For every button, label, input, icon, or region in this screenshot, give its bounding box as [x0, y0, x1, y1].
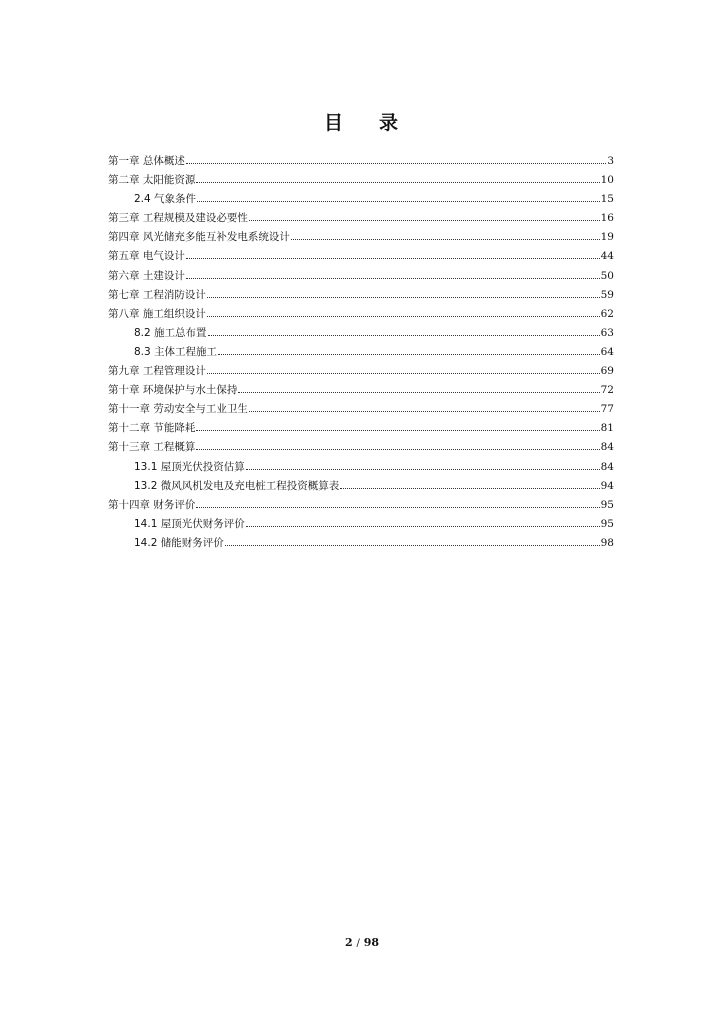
toc-entry-page: 19	[600, 231, 614, 244]
toc-entry[interactable]	[108, 343, 614, 362]
toc-entry[interactable]	[108, 438, 614, 457]
toc-entry[interactable]	[108, 305, 614, 324]
toc-entry-label: 第九章 工程管理设计	[108, 365, 206, 378]
toc-entry-label: 8.3 主体工程施工	[134, 345, 218, 358]
toc-dot-leader	[249, 219, 600, 221]
toc-entry-page: 94	[600, 479, 614, 492]
toc-entry-label: 第一章 总体概述	[108, 155, 185, 167]
toc-entry-label: 第三章 工程规模及建设必要性	[108, 212, 248, 225]
toc-entry-label: 14.2 储能财务评价	[134, 536, 224, 549]
toc-dot-leader	[225, 544, 600, 546]
toc-dot-leader	[196, 448, 599, 450]
title-part-1: 目	[323, 112, 345, 134]
toc-entry-page: 16	[600, 212, 614, 225]
toc-entry-label: 2.4 气象条件	[134, 193, 197, 206]
toc-dot-leader	[208, 334, 600, 336]
toc-entry[interactable]	[108, 171, 614, 190]
page-number	[0, 936, 724, 949]
toc-entry[interactable]	[108, 247, 614, 266]
toc-entry-page: 69	[600, 365, 614, 378]
toc-entry[interactable]	[108, 152, 614, 171]
toc-dot-leader	[196, 181, 599, 183]
toc-entry-label: 第四章 风光储充多能互补发电系统设计	[108, 231, 290, 244]
toc-entry-page: 95	[600, 498, 614, 511]
toc-entry-page: 77	[600, 403, 614, 416]
toc-dot-leader	[218, 353, 600, 355]
toc-entry-label: 第十一章 劳动安全与工业卫生	[108, 403, 248, 416]
toc-dot-leader	[186, 277, 600, 279]
toc-entry-page: 64	[600, 345, 614, 358]
title-part-2: 录	[379, 112, 401, 134]
toc-entry-page: 63	[600, 326, 614, 339]
toc-entry-page: 84	[600, 441, 614, 454]
toc-entry-page: 84	[600, 460, 614, 473]
toc-dot-leader	[196, 506, 599, 508]
toc-entry[interactable]	[108, 381, 614, 400]
toc-entry[interactable]	[108, 496, 614, 515]
toc-entry-label: 第十章 环境保护与水土保持	[108, 384, 238, 397]
toc-entry[interactable]	[108, 190, 614, 209]
toc-entry[interactable]	[108, 209, 614, 228]
toc-dot-leader	[186, 162, 606, 164]
toc-entry-page: 10	[600, 174, 614, 187]
toc-entry[interactable]	[108, 228, 614, 247]
toc-entry-label: 第十四章 财务评价	[108, 498, 196, 511]
toc-entry[interactable]	[108, 324, 614, 343]
toc-entry-page: 95	[600, 517, 614, 530]
toc-entry[interactable]	[108, 458, 614, 477]
toc-dot-leader	[246, 468, 600, 470]
toc-entry-page: 98	[600, 536, 614, 549]
toc-entry[interactable]	[108, 477, 614, 496]
toc-dot-leader	[340, 487, 599, 489]
table-of-contents	[108, 152, 614, 553]
toc-entry-label: 8.2 施工总布置	[134, 326, 207, 339]
toc-entry[interactable]	[108, 362, 614, 381]
toc-entry-page: 72	[600, 384, 614, 397]
toc-entry-label: 第六章 土建设计	[108, 269, 185, 282]
toc-entry-page: 50	[600, 269, 614, 282]
toc-entry[interactable]	[108, 267, 614, 286]
toc-entry[interactable]	[108, 286, 614, 305]
toc-entry-page: 59	[600, 288, 614, 301]
toc-entry-label: 第二章 太阳能资源	[108, 174, 196, 187]
toc-entry[interactable]	[108, 419, 614, 438]
toc-entry-label: 第七章 工程消防设计	[108, 288, 206, 301]
toc-entry-label: 第五章 电气设计	[108, 250, 185, 263]
toc-entry-label: 13.1 屋顶光伏投资估算	[134, 460, 245, 473]
toc-entry-label: 第十三章 工程概算	[108, 441, 196, 454]
toc-entry[interactable]	[108, 534, 614, 553]
toc-entry-page: 3	[607, 155, 614, 167]
toc-dot-leader	[196, 429, 599, 431]
toc-entry-page: 15	[600, 193, 614, 206]
toc-dot-leader	[246, 525, 600, 527]
page-separator: /	[356, 938, 360, 949]
toc-entry-label: 第八章 施工组织设计	[108, 307, 206, 320]
page-current: 2	[344, 936, 353, 949]
toc-entry-page: 81	[600, 422, 614, 435]
page-title	[0, 108, 724, 135]
toc-dot-leader	[207, 372, 600, 374]
toc-dot-leader	[291, 238, 600, 240]
toc-dot-leader	[207, 315, 600, 317]
toc-dot-leader	[197, 200, 600, 202]
toc-entry-page: 62	[600, 307, 614, 320]
toc-dot-leader	[186, 257, 600, 259]
toc-entry-page: 44	[600, 250, 614, 263]
toc-dot-leader	[249, 410, 600, 412]
toc-entry-label: 14.1 屋顶光伏财务评价	[134, 517, 245, 530]
toc-entry-label: 第十二章 节能降耗	[108, 422, 196, 435]
toc-entry[interactable]	[108, 400, 614, 419]
toc-dot-leader	[238, 391, 599, 393]
toc-dot-leader	[207, 296, 600, 298]
toc-entry[interactable]	[108, 515, 614, 534]
toc-entry-label: 13.2 微风风机发电及充电桩工程投资概算表	[134, 479, 340, 492]
page-total: 98	[363, 936, 380, 949]
